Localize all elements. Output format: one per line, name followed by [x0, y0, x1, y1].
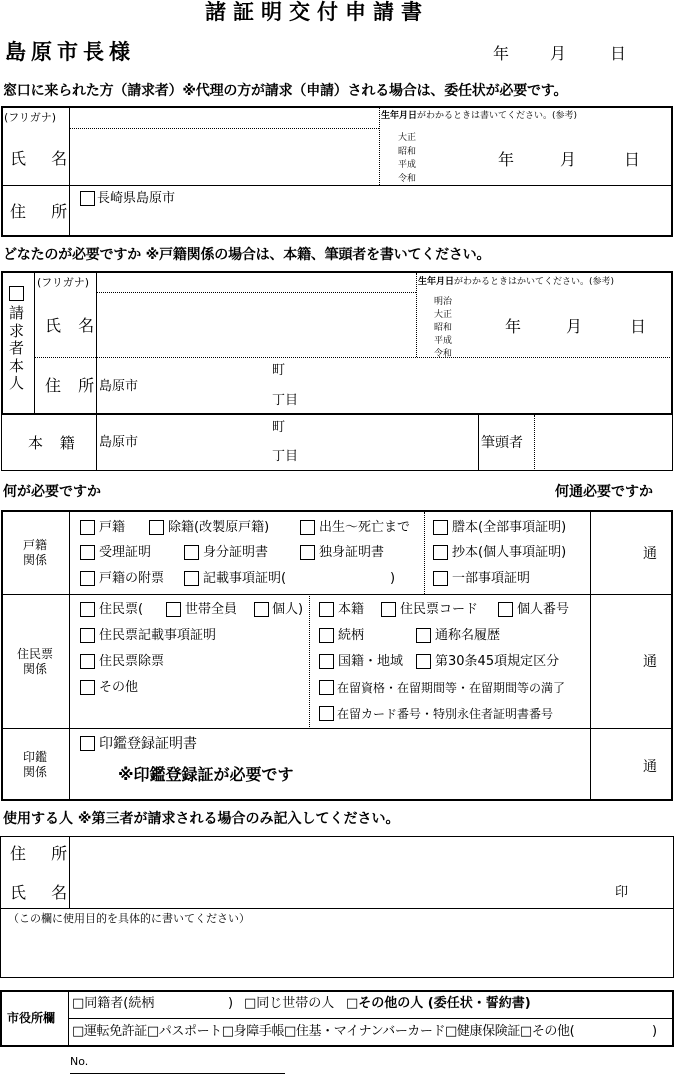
furigana-label: (フリガナ) — [4, 111, 57, 124]
requester-box — [1, 106, 673, 237]
birth-death-item: 出生～死亡まで — [319, 520, 411, 535]
office-doseki-close: ) — [228, 996, 234, 1011]
shohon-item: 抄本(個人事項証明) — [452, 545, 567, 560]
koseki-item: 戸籍 — [99, 520, 126, 535]
inkan-label: 印鑑関係 — [22, 750, 47, 779]
kokuseki-item: 国籍・地域 — [338, 654, 404, 669]
office-setai: □同じ世帯の人 — [244, 996, 335, 1011]
era-list: 大正 昭和 平成 令和 — [398, 133, 417, 184]
inkan-note: ※印鑑登録証が必要です — [118, 765, 294, 784]
copies-heading: 何通必要ですか — [555, 484, 653, 500]
side-label: 請求者本人 — [9, 304, 25, 392]
form-title: 諸証明交付申請書 — [205, 0, 429, 24]
furigana-label-2: (フリガナ) — [37, 276, 90, 289]
user-name-label: 氏 名 — [10, 883, 78, 902]
juminhyo-kisai-checkbox[interactable] — [80, 628, 95, 643]
inkan-checkbox[interactable] — [80, 736, 95, 751]
fuhyo-checkbox[interactable] — [80, 571, 95, 586]
section4-heading: 使用する人 ※第三者が請求される場合のみ記入してください。 — [3, 811, 400, 827]
honseki-town: 町 — [272, 420, 286, 435]
juminhyo-item: 住民票( — [99, 602, 144, 617]
juminhyo-checkbox[interactable] — [80, 602, 95, 617]
header-month: 月 — [550, 44, 567, 63]
birth-note: 生年月日がわかるときは書いてください。(参考) — [381, 111, 578, 121]
kubun-checkbox[interactable] — [416, 654, 431, 669]
address-chome: 丁目 — [272, 393, 299, 408]
joseki-item: 除籍(改製原戸籍) — [168, 520, 270, 535]
birth-death-checkbox[interactable] — [300, 520, 315, 535]
juminhyo-kisai-item: 住民票記載事項証明 — [99, 628, 217, 643]
office-other: □その他の人 (委任状・誓約書) — [346, 996, 531, 1011]
honseki-opt-checkbox[interactable] — [319, 602, 334, 617]
card-checkbox[interactable] — [319, 706, 334, 721]
kisai-item: 記載事項証明( — [203, 571, 287, 586]
seal-mark: 印 — [615, 885, 629, 900]
purpose-note: （この欄に使用目的を具体的に書いてください） — [8, 912, 250, 925]
code-checkbox[interactable] — [381, 602, 396, 617]
office-id-list: □運転免許証□パスポート□身障手帳□住基・マイナンバーカード□健康保険証□その他( — [72, 1024, 575, 1039]
prefill-checkbox[interactable] — [80, 191, 95, 206]
hittousha-label: 筆頭者 — [481, 435, 523, 451]
zokugara-item: 続柄 — [338, 628, 365, 643]
name-label-2: 氏 名 — [45, 316, 101, 335]
juri-item: 受理証明 — [99, 545, 152, 560]
mynumber-checkbox[interactable] — [498, 602, 513, 617]
zairyu-item: 在留資格・在留期間等・在留期間等の満了 — [337, 681, 566, 695]
address-label-2: 住 所 — [45, 376, 101, 395]
header-year: 年 — [493, 44, 510, 63]
jojo-checkbox[interactable] — [80, 654, 95, 669]
setai-checkbox[interactable] — [166, 602, 181, 617]
dokushin-checkbox[interactable] — [300, 545, 315, 560]
jojo-item: 住民票除票 — [99, 654, 165, 669]
name-label: 氏 名 — [10, 149, 78, 168]
header-day: 日 — [610, 44, 627, 63]
honseki-chome: 丁目 — [272, 449, 299, 464]
setai-item: 世帯全員 — [185, 602, 238, 617]
kojin-checkbox[interactable] — [254, 602, 269, 617]
birth-day-2: 日 — [630, 317, 647, 336]
office-label: 市役所欄 — [7, 1011, 56, 1025]
juri-checkbox[interactable] — [80, 545, 95, 560]
inkan-item: 印鑑登録証明書 — [99, 736, 197, 752]
code-item: 住民票コード — [400, 602, 479, 617]
honseki-city: 島原市 — [99, 435, 139, 450]
user-box — [0, 836, 674, 978]
birth-note-2: 生年月日がわかるときはかいてください。(参考) — [418, 277, 615, 287]
other-item: その他 — [99, 680, 139, 695]
other-checkbox[interactable] — [80, 680, 95, 695]
koseki-checkbox[interactable] — [80, 520, 95, 535]
kisai-checkbox[interactable] — [184, 571, 199, 586]
no-label: No. — [70, 1055, 89, 1068]
section3-heading: 何が必要ですか — [3, 484, 101, 500]
mibun-checkbox[interactable] — [184, 545, 199, 560]
card-item: 在留カード番号・特別永住者証明書番号 — [337, 707, 554, 721]
address-town: 町 — [272, 363, 286, 378]
inkan-copies: 通 — [643, 759, 657, 775]
tsushomei-checkbox[interactable] — [416, 628, 431, 643]
zokugara-checkbox[interactable] — [319, 628, 334, 643]
juminhyo-label: 住民票関係 — [16, 647, 53, 676]
addressee: 島原市長様 — [5, 40, 135, 64]
address-city: 島原市 — [99, 379, 139, 394]
section1-heading: 窓口に来られた方（請求者）※代理の方が請求（申請）される場合は、委任状が必要です。 — [3, 83, 568, 99]
koseki-label: 戸籍関係 — [22, 538, 47, 567]
mibun-item: 身分証明書 — [203, 545, 269, 560]
kubun-item: 第30条45項規定区分 — [435, 654, 560, 669]
office-id-close: ) — [652, 1024, 658, 1039]
birth-day: 日 — [624, 150, 641, 169]
honseki-opt-item: 本籍 — [338, 602, 365, 617]
fuhyo-item: 戸籍の附票 — [99, 571, 165, 586]
birth-year-2: 年 — [505, 317, 522, 336]
ichibu-checkbox[interactable] — [433, 571, 448, 586]
tsushomei-item: 通称名履歴 — [435, 628, 501, 643]
juminhyo-copies: 通 — [643, 654, 657, 670]
self-checkbox[interactable] — [9, 286, 24, 301]
kisai-close: ) — [390, 571, 396, 586]
honseki-label: 本 籍 — [28, 434, 81, 452]
office-doseki: □同籍者(続柄 — [72, 996, 155, 1011]
tohon-item: 謄本(全部事項証明) — [452, 520, 567, 535]
zairyu-checkbox[interactable] — [319, 680, 334, 695]
joseki-checkbox[interactable] — [149, 520, 164, 535]
shohon-checkbox[interactable] — [433, 545, 448, 560]
dokushin-item: 独身証明書 — [319, 545, 385, 560]
kojin-item: 個人) — [272, 602, 304, 617]
birth-year: 年 — [498, 150, 515, 169]
era-list-2: 明治 大正 昭和 平成 令和 — [434, 297, 453, 359]
address-prefill: 長崎県島原市 — [97, 191, 176, 206]
address-label: 住 所 — [10, 202, 78, 221]
birth-month: 月 — [560, 150, 577, 169]
mynumber-item: 個人番号 — [517, 602, 570, 617]
user-address-label: 住 所 — [10, 844, 78, 863]
tohon-checkbox[interactable] — [433, 520, 448, 535]
birth-month-2: 月 — [566, 317, 583, 336]
section2-heading: どなたのが必要ですか ※戸籍関係の場合は、本籍、筆頭者を書いてください。 — [3, 247, 491, 263]
koseki-copies: 通 — [643, 546, 657, 562]
ichibu-item: 一部事項証明 — [452, 571, 531, 586]
kokuseki-checkbox[interactable] — [319, 654, 334, 669]
